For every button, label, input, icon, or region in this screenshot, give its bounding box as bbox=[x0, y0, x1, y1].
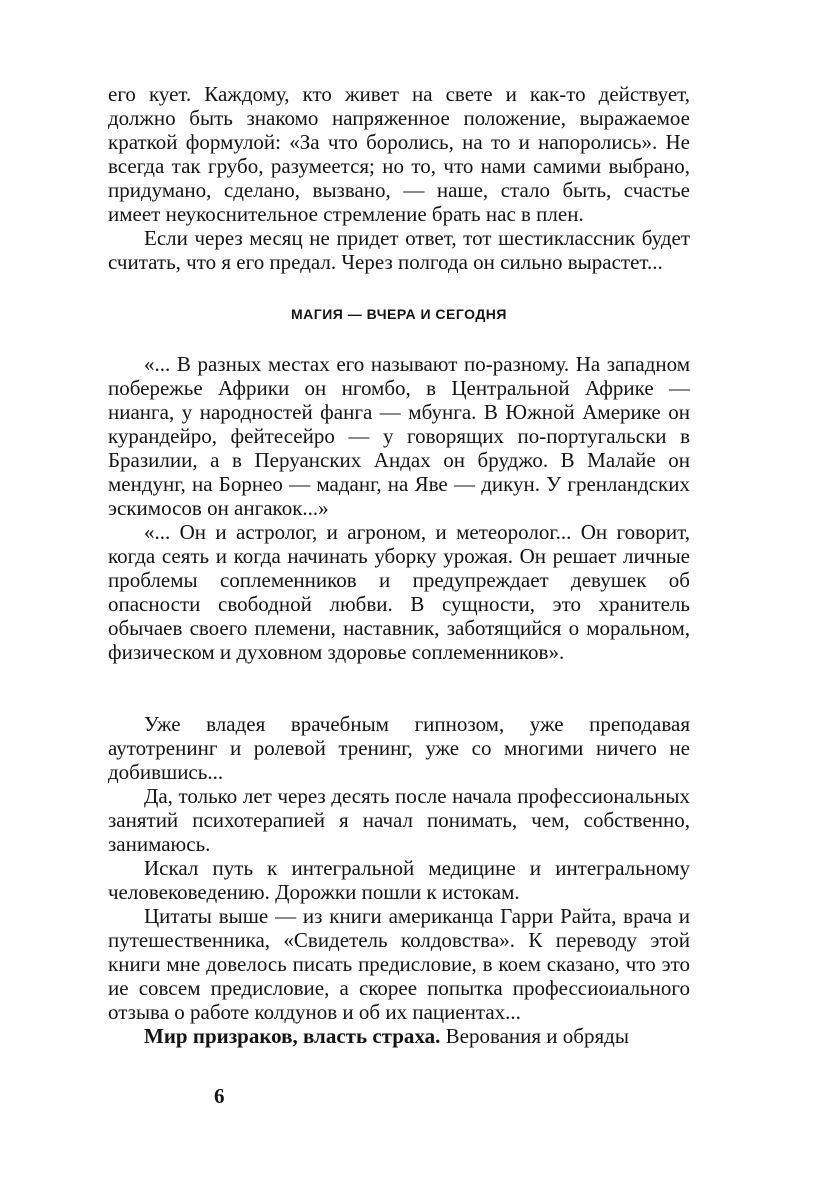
paragraph: Уже владея врачебным гипнозом, уже преподавая аутотренинг и ролевой тренинг, уже со многими ничего не добившись... bbox=[108, 712, 690, 784]
paragraph: Да, только лет через десять после начала профессиональных занятий психотерапией я начал понимать, чем, собственно, занимаюсь. bbox=[108, 784, 690, 856]
paragraph-last bbox=[108, 1024, 690, 1048]
paragraph: Цитаты выше — из книги американца Гарри Райта, врача и путешественника, «Свидетель колдовства». К переводу этой книги мне довелось писать предисловие, в коем сказано, что это ие совсем предисловие, а скорее попытка профессиоиального отзыва о работе колдунов и об их пациентах... bbox=[108, 904, 690, 1024]
section-heading: МАГИЯ — ВЧЕРА И СЕГОДНЯ bbox=[291, 306, 507, 322]
bold-lead: Мир призраков, власть страха. bbox=[144, 1024, 441, 1048]
quote-paragraph: «... Он и астролог, и агроном, и метеоролог... Он говорит, когда сеять и когда начинать уборку урожая. Он решает личные проблемы соплеменников и предупреждает девушек об опасности свободной любви. В сущности, это хранитель обычаев своего племени, наставник, заботящийся о моральном, физическом и духовном здоровье соплеменников». bbox=[108, 520, 690, 664]
quote-paragraph: «... В разных местах его называют по-разному. На западном побережье Африки он нгомбо, в Центральной Африке — нианга, у народностей фанга — мбунга. В Южной Америке он курандейро, фейтесейро — у говорящих по-португальски в Бразилии, а в Перуанских Андах он бруджо. В Малайе он мендунг, на Борнео — маданг, на Яве — дикун. У гренландских эскимосов он ангакок...» bbox=[108, 352, 690, 520]
page-number: 6 bbox=[214, 1084, 225, 1108]
paragraph: Если через месяц не придет ответ, тот шестиклассник будет считать, что я его предал. Через полгода он сильно вырастет... bbox=[108, 226, 690, 274]
paragraph: Искал путь к интегральной медицине и интегральному человековедению. Дорожки пошли к истокам. bbox=[108, 856, 690, 904]
section-spacer bbox=[108, 664, 690, 712]
text-column bbox=[108, 82, 690, 1048]
paragraph-rest: Верования и обряды bbox=[440, 1024, 629, 1048]
paragraph-continued: его кует. Каждому, кто живет на свете и как-то действует, должно быть знакомо напряженное положение, выражаемое краткой формулой: «За что боролись, на то и напоролись». Не всегда так грубо, разумеется; но то, что нами самими выбрано, придумано, сделано, вызвано, — наше, стало быть, счастье имеет неукоснительное стремление брать нас в плен. bbox=[108, 82, 690, 226]
